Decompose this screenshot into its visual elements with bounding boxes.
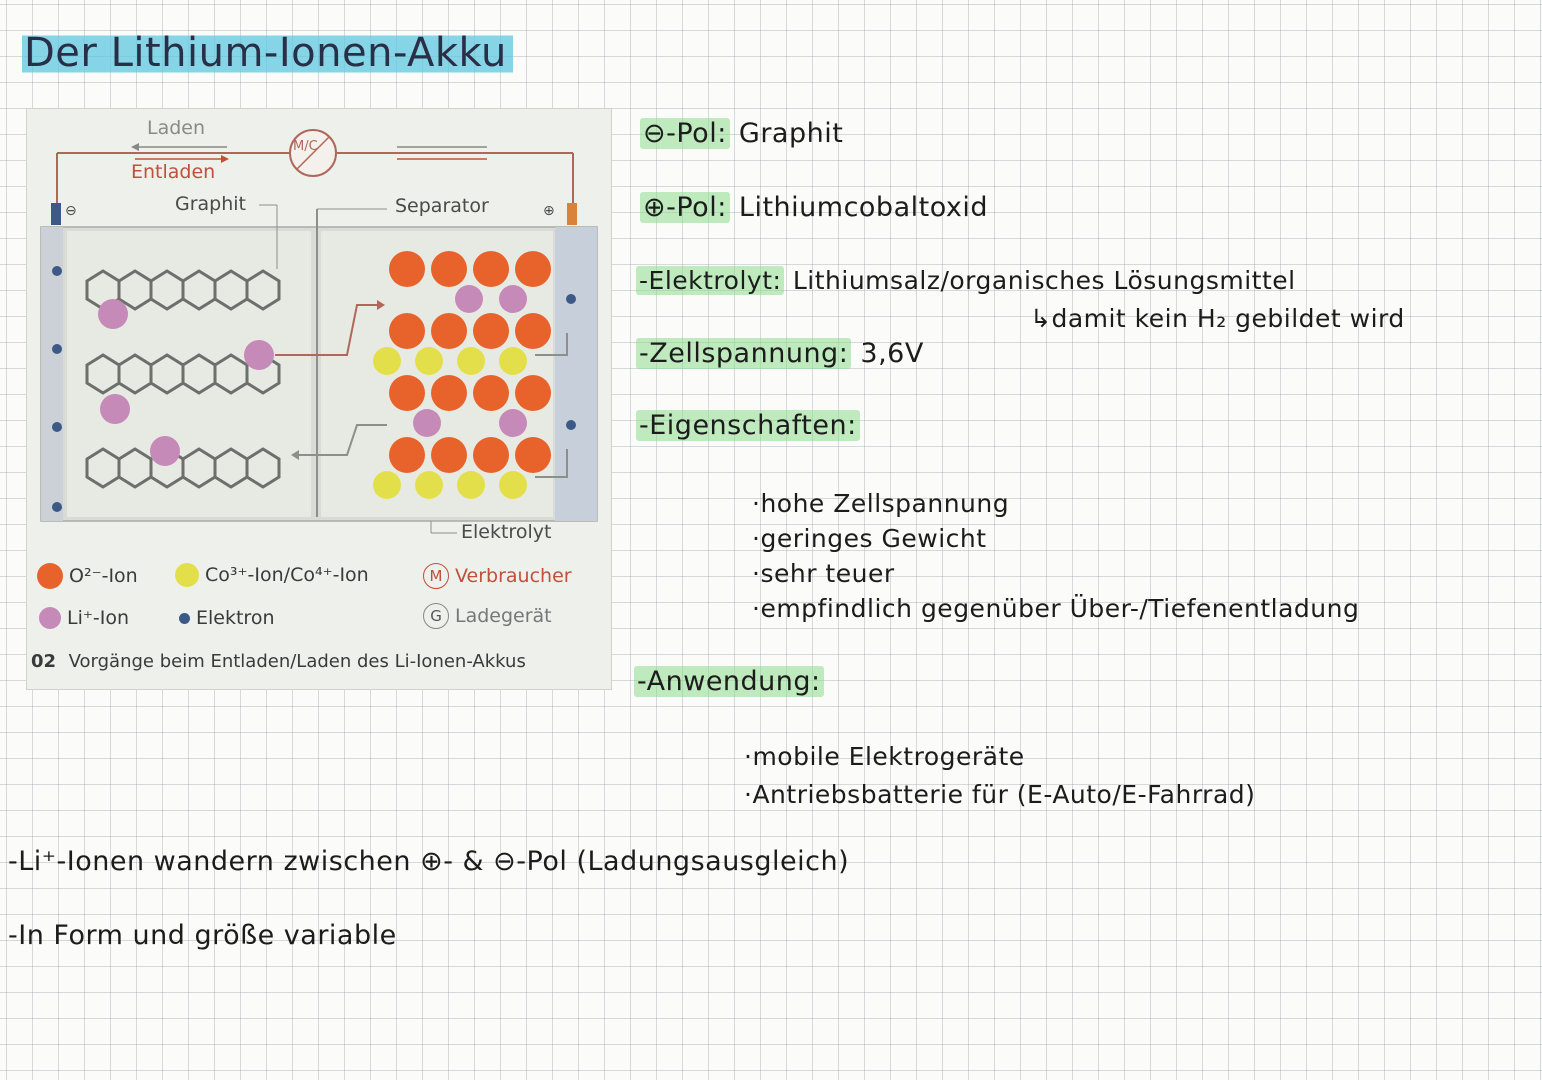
- eigenschaften-label: -Eigenschaften:: [636, 410, 860, 441]
- label-mc: M/C: [293, 139, 318, 154]
- figure-caption: [31, 651, 526, 672]
- battery-diagram: [26, 108, 612, 690]
- note-minus-pol: [640, 118, 843, 149]
- plus-pol-label: ⊕-Pol:: [640, 192, 730, 223]
- list-item: ·Antriebsbatterie für (E-Auto/E-Fahrrad): [744, 780, 1256, 809]
- list-item: ·sehr teuer: [752, 559, 895, 588]
- note-elektrolyt: [636, 266, 1296, 295]
- note-zellspannung: [636, 338, 924, 369]
- legend-verbraucher-label: Verbraucher: [455, 565, 572, 587]
- eigenschaften-list: [752, 486, 1359, 626]
- legend-ladegeraet-label: Ladegerät: [455, 605, 552, 627]
- legend-co-label: Co³⁺-Ion/Co⁴⁺-Ion: [205, 564, 369, 586]
- elektrolyt-value: Lithiumsalz/organisches Lösungsmittel: [792, 266, 1296, 295]
- legend-co-ion: [175, 563, 369, 587]
- legend-o2-label: O²⁻-Ion: [69, 565, 138, 587]
- caption-number: 02: [31, 651, 57, 672]
- bottom-note-1: -Li⁺-Ionen wandern zwischen ⊕- & ⊖-Pol (Ladungsausgleich): [8, 846, 850, 877]
- ladegeraet-icon: G: [423, 603, 449, 629]
- minus-pole-marker: ⊖: [65, 203, 77, 219]
- anwendung-list: [744, 738, 1255, 814]
- label-elektrolyt: Elektrolyt: [461, 521, 552, 543]
- note-eigenschaften: [636, 410, 860, 441]
- caption-text: Vorgänge beim Entladen/Laden des Li-Ionen-Akkus: [68, 651, 526, 672]
- elektron-swatch: [179, 613, 190, 624]
- page-title: Der Lithium-Ionen-Akku: [22, 30, 513, 76]
- zellspannung-value: 3,6V: [860, 338, 924, 369]
- label-graphit: Graphit: [175, 193, 247, 215]
- plus-pole-marker: ⊕: [543, 203, 555, 219]
- legend-ladegeraet: [423, 603, 552, 629]
- list-item: ·hohe Zellspannung: [752, 489, 1010, 518]
- li-ion-swatch: [39, 607, 61, 629]
- anwendung-label: -Anwendung:: [634, 666, 824, 697]
- minus-pol-value: Graphit: [738, 118, 844, 149]
- legend-li-label: Li⁺-Ion: [67, 607, 130, 629]
- verbraucher-icon: M: [423, 563, 449, 589]
- bottom-note-2: -In Form und größe variable: [8, 920, 397, 951]
- o2-ion-swatch: [37, 563, 63, 589]
- list-item: ·empfindlich gegenüber Über-/Tiefenentladung: [752, 594, 1360, 623]
- note-anwendung: [634, 666, 824, 697]
- list-item: ·mobile Elektrogeräte: [744, 742, 1025, 771]
- elektrolyt-label: -Elektrolyt:: [636, 266, 784, 295]
- label-laden: Laden: [147, 117, 206, 139]
- legend-o2-ion: [37, 563, 138, 589]
- legend-elektron-label: Elektron: [196, 607, 275, 629]
- plus-pol-value: Lithiumcobaltoxid: [738, 192, 989, 223]
- legend-elektron: [179, 607, 275, 629]
- legend-li-ion: [39, 607, 129, 629]
- elektrolyt-note: ↳damit kein H₂ gebildet wird: [1030, 304, 1405, 333]
- co-ion-swatch: [175, 563, 199, 587]
- battery-diagram-graphic: [27, 109, 611, 689]
- list-item: ·geringes Gewicht: [752, 524, 987, 553]
- legend-verbraucher: [423, 563, 572, 589]
- note-plus-pol: [640, 192, 988, 223]
- minus-pol-label: ⊖-Pol:: [640, 118, 730, 149]
- label-separator: Separator: [395, 195, 489, 217]
- zellspannung-label: -Zellspannung:: [636, 338, 851, 369]
- label-entladen: Entladen: [131, 161, 216, 183]
